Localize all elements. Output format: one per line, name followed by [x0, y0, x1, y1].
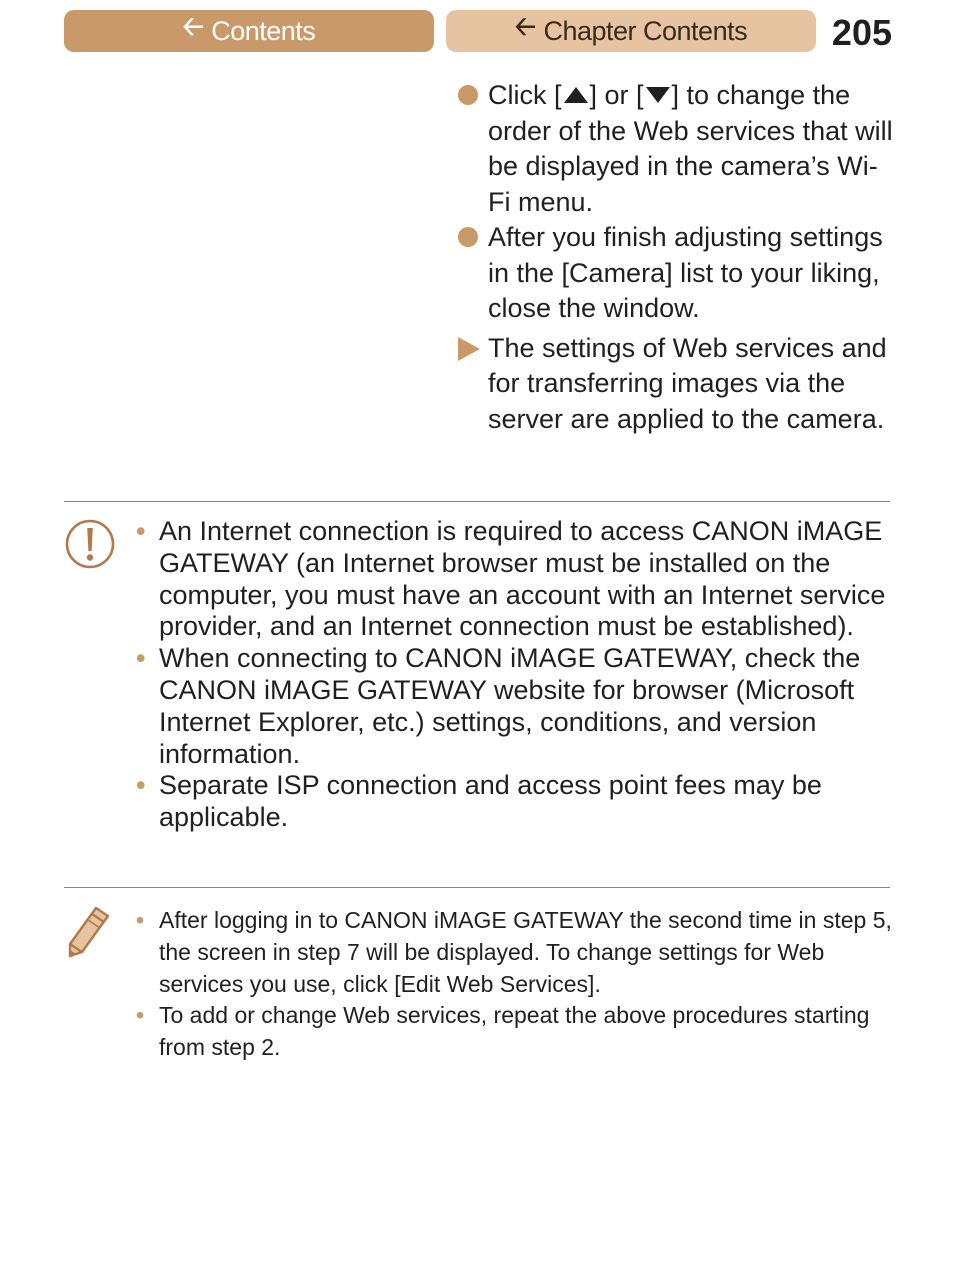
- arrow-left-icon: 🡠: [514, 11, 536, 41]
- bullet-icon: •: [136, 1002, 145, 1029]
- note-item: [136, 905, 896, 1000]
- caution-text: When connecting to CANON iMAGE GATEWAY, check the CANON iMAGE GATEWAY website for browser (Microsoft Internet Explorer, etc.) settings, conditions, and version information.: [159, 643, 861, 769]
- up-arrow-icon: [564, 87, 588, 103]
- step-text: The settings of Web services and for transferring images via the server are applied to the camera.: [488, 332, 887, 434]
- chapter-contents-button[interactable]: [446, 10, 816, 52]
- caution-item: [136, 643, 896, 770]
- section-divider: [64, 887, 890, 888]
- caution-text: Separate ISP connection and access point fees may be applicable.: [159, 770, 822, 833]
- caution-list: [136, 516, 896, 834]
- note-text: To add or change Web services, repeat the above procedures starting from step 2.: [159, 1002, 870, 1061]
- step-text-prefix: Click [: [488, 80, 562, 110]
- chapter-contents-button-label: Chapter Contents: [543, 15, 748, 46]
- section-divider: [64, 501, 890, 502]
- caution-text: An Internet connection is required to access CANON iMAGE GATEWAY (an Internet browser must be installed on the computer, you must have an account with an Internet service provider, and an Internet connection must be established).: [159, 516, 886, 642]
- bullet-icon: •: [136, 770, 146, 801]
- caution-item: [136, 770, 896, 834]
- bullet-dot-icon: [458, 227, 478, 247]
- caution-icon: [65, 519, 115, 569]
- contents-button-label: Contents: [211, 15, 316, 46]
- note-text: After logging in to CANON iMAGE GATEWAY the second time in step 5, the screen in step 7 will be displayed. To change settings for Web services you use, click [Edit Web Services].: [159, 907, 892, 997]
- step-text-suffix: ] to change the order of the Web services that will be displayed in the camera’s Wi-Fi menu.: [488, 80, 893, 217]
- down-arrow-icon: [646, 87, 670, 103]
- note-item: [136, 1000, 896, 1064]
- result-triangle-icon: [458, 337, 480, 361]
- step-text: After you finish adjusting settings in the [Camera] list to your liking, close the window.: [488, 222, 883, 323]
- step-result-item: [456, 331, 896, 438]
- arrow-left-icon: 🡠: [182, 11, 204, 41]
- step-item: [456, 78, 896, 220]
- step-text-middle: ] or [: [589, 80, 644, 110]
- step-list: [456, 78, 896, 437]
- page-number: 205: [831, 12, 892, 53]
- contents-button[interactable]: [64, 10, 434, 52]
- pencil-icon: [66, 904, 114, 958]
- note-list: [136, 905, 896, 1064]
- step-item: [456, 220, 896, 327]
- caution-item: [136, 516, 896, 643]
- bullet-icon: •: [136, 907, 145, 933]
- bullet-icon: •: [136, 643, 146, 674]
- bullet-dot-icon: [458, 85, 478, 105]
- bullet-icon: •: [136, 516, 146, 546]
